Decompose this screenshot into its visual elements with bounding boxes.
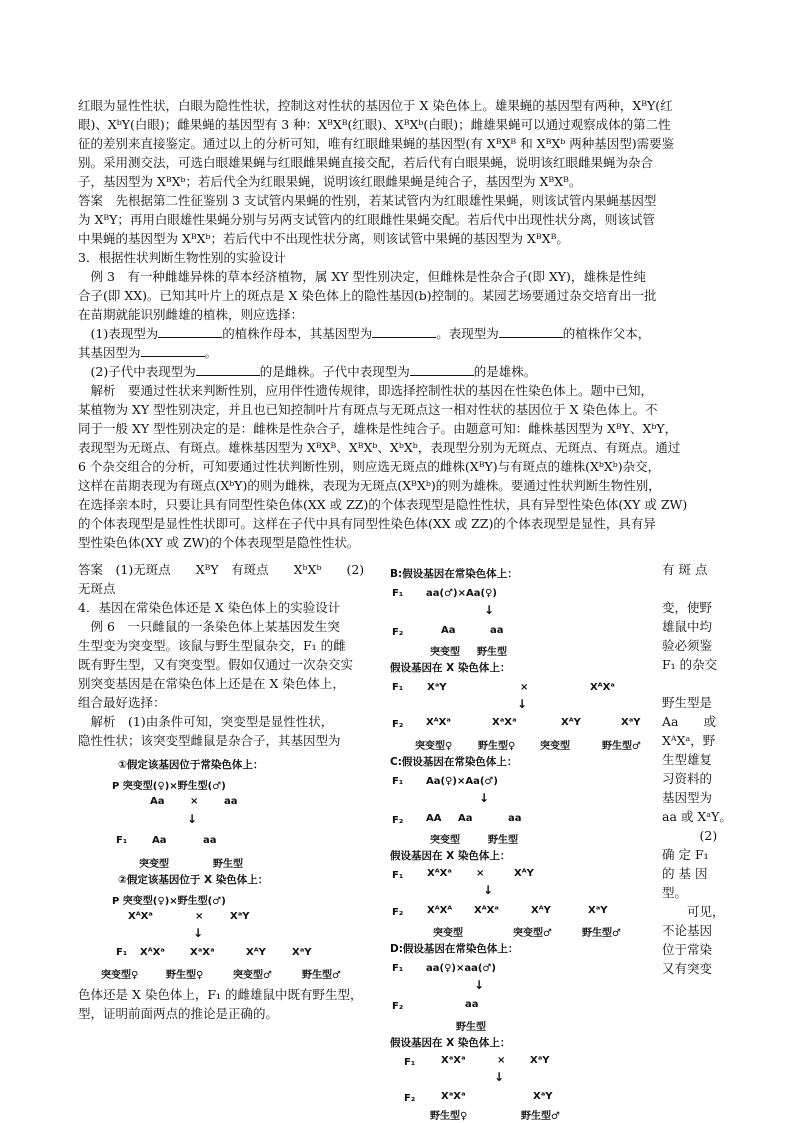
genotype: XᴬY: [514, 868, 534, 879]
genotype: aa: [508, 813, 522, 824]
cross-symbol: ×: [520, 682, 529, 693]
answer-blank[interactable]: [410, 363, 474, 376]
text-line: 变，使野: [662, 600, 713, 615]
phenotype: 突变型♀: [415, 741, 453, 752]
analysis-line: 6 个杂交组合的分析，可知要通过性状判断性别，则应选无斑点的雌株(XᴮY)与有斑点的雄株(XᵇXᵇ)杂交，: [78, 459, 661, 474]
generation-label: F₂: [404, 1093, 416, 1104]
phenotype: 突变型: [540, 741, 570, 752]
section-heading-3: 3．根据性状判断生物性别的实验设计: [78, 250, 286, 265]
text-line: 别突变基因是在常染色体上还是在 X 染色体上，: [78, 676, 345, 691]
phenotype: 突变型: [430, 647, 460, 658]
left-column-bottom: [78, 985, 363, 1023]
text-line: 的 基 因: [662, 866, 708, 881]
genotype: XᴬXᵃ: [474, 905, 499, 916]
text-line: 基因型为: [662, 790, 713, 805]
genotype: XᴬXᴬ: [427, 905, 453, 916]
left-column-text: [78, 617, 353, 750]
analysis-line: 这样在苗期表现为有斑点(XᵇY)的则为雌株，表现为无斑点(XᴮXᵇ)的则为雄株。要通过性状判断生物性别，: [78, 478, 661, 493]
analysis-line: 的个体表现型是显性性状即可。这样在子代中具有同型性染色体(XX 或 ZZ)的个体表现型是显性，具有异: [78, 516, 656, 531]
analysis-line: 在选择亲本时，只要让具有同型性染色体(XX 或 ZZ)的个体表现型是隐性性状，具有异型性染色体(XY 或 ZW): [78, 497, 688, 512]
question-1: (1)表现型为 的植株作母本，其基因型为 。表现型为 的植株作父本，: [78, 326, 651, 341]
genotype: XᵃY: [427, 682, 447, 693]
phenotype: 野生型: [488, 835, 518, 846]
phenotype: 野生型: [456, 1022, 486, 1033]
text-line: 例 6 一只雌鼠的一条染色体上某基因发生突: [78, 619, 340, 634]
diagram-heading: ②假定该基因位于 X 染色体上：: [118, 874, 269, 886]
text-line: (2): [662, 828, 718, 843]
phenotype: 突变型: [430, 835, 460, 846]
text-line: 确 定 F₁: [662, 847, 709, 862]
down-arrow-icon: ↓: [187, 812, 198, 826]
analysis-line: 解析 要通过性状来判断性别，应用伴性遗传规律，即选择控制性状的基因在性染色体上。题中已知，: [78, 383, 654, 398]
text-line: 既有野生型，又有突变型。假如仅通过一次杂交实: [78, 657, 354, 672]
text-line: 子，基因型为 XᴮXᵇ；若后代全为红眼果蝇，说明该红眼雌果蝇是纯合子，基因型为 XᴮXᴮ。: [78, 174, 582, 189]
diagram-heading: D:假设基因在常染色体上：: [390, 943, 519, 955]
generation-label: F₂: [392, 815, 404, 826]
generation-label: F₂: [392, 719, 404, 730]
genotype: XᴬY: [531, 905, 551, 916]
genotype: aa: [203, 835, 217, 846]
generation-label: F₂: [392, 1001, 404, 1012]
genotype: Aa: [441, 625, 456, 636]
answer-line: 答案 (1)无斑点 XᴮY 有斑点 XᵇXᵇ (2): [78, 562, 365, 577]
generation-label: F₁: [404, 1057, 416, 1068]
generation-label: F₁: [392, 682, 404, 693]
genotype: XᵃXᵃ: [441, 1091, 466, 1102]
text-line: 雄鼠中均: [662, 619, 713, 634]
parent-cross-label: P 突变型(♀)×野生型(♂): [112, 781, 226, 792]
text-line: 生型变为突变型。该鼠与野生型鼠杂交，F₁ 的雌: [78, 638, 346, 653]
answer-text: 答案 先根据第二性征鉴别 3 支试管内果蝇的性别，若某试管内为红眼雄性果蝇，则该试管内果蝇基因型: [78, 193, 657, 208]
text-line: 有 斑 点: [662, 562, 708, 577]
cross-symbol: ×: [476, 868, 485, 879]
phenotype: 野生型♂: [521, 1111, 560, 1122]
genotype: XᴬY: [561, 717, 581, 728]
text-line: 中果蝇的基因型为 XᴮXᵇ；若后代中不出现性状分离，则该试管中果蝇的基因型为 XᴮXᴮ。: [78, 231, 569, 246]
phenotype: 突变型♂: [513, 928, 552, 939]
cross-symbol: ×: [497, 1055, 506, 1066]
down-arrow-icon: ↓: [483, 883, 494, 897]
diagram-heading: 假设基因在 X 染色体上：: [390, 1037, 511, 1049]
genotype: XᵃY: [621, 717, 641, 728]
genotype: XᴬXᵃ: [128, 911, 153, 922]
text-line: 色体还是 X 染色体上，F₁ 的雌雄鼠中既有野生型，: [78, 987, 363, 1002]
top-text-block: [78, 96, 687, 552]
diagram-heading: ①假定该基因位于常染色体上：: [118, 759, 264, 771]
text-line: 验必须鉴: [662, 638, 713, 653]
right-column-text: [662, 560, 732, 978]
generation-label: F₂: [392, 627, 404, 638]
phenotype: 野生型♂: [582, 928, 621, 939]
text-line: 型，证明前面两点的推论是正确的。: [78, 1006, 279, 1021]
phenotype: 野生型♂: [302, 970, 341, 981]
generation-label: F₁: [392, 776, 404, 787]
generation-label: F₁: [116, 835, 128, 846]
genotype: XᵃXᵃ: [492, 717, 517, 728]
genotype: XᵃY: [588, 905, 608, 916]
text-line: 征的差别来直接鉴定。通过以上的分析可知，唯有红眼雌果蝇的基因型(有 XᴮXᴮ 和 XᴮXᵇ 两种基因型)需要鉴: [78, 136, 675, 151]
phenotype: 突变型♀: [101, 970, 139, 981]
phenotype: 突变型: [433, 928, 463, 939]
generation-label: F₁: [116, 947, 128, 958]
generation-label: F₁: [392, 963, 404, 974]
genotype: XᵃXᵃ: [190, 947, 215, 958]
answer-blank[interactable]: [499, 325, 563, 338]
down-arrow-icon: ↓: [494, 1070, 505, 1084]
genotype: XᴬY: [246, 947, 266, 958]
example-3: 例 3 有一种雌雄异株的草本经济植物，属 XY 型性别决定，但雌株是性杂合子(即 XY)，雄株是性纯: [78, 269, 646, 284]
genotype: XᴬXᵃ: [140, 947, 165, 958]
genotype: AA: [426, 813, 442, 824]
answer-line-cont: 无斑点: [78, 581, 116, 596]
phenotype: 野生型♀: [430, 1111, 468, 1122]
genotype: XᵃY: [530, 1055, 550, 1066]
text-line: [662, 579, 732, 598]
text-line: 生型雄复: [662, 752, 713, 767]
genotype: XᴬXᵃ: [427, 868, 452, 879]
text-line: 不论基因: [662, 923, 713, 938]
question-1-cont: 其基因型为 。: [78, 345, 218, 360]
genotype: XᴬXᵃ: [426, 717, 451, 728]
genotype: aa: [490, 625, 504, 636]
genotype: XᵃY: [230, 911, 250, 922]
answer-blank[interactable]: [372, 325, 436, 338]
down-arrow-icon: ↓: [484, 603, 495, 617]
text-line: 别。采用测交法，可选白眼雄果蝇与红眼雌果蝇直接交配，若后代有白眼果蝇，说明该红眼雌果蝇为杂合: [78, 155, 654, 170]
genotype: Aa: [458, 813, 473, 824]
text-line: 野生型是: [662, 695, 713, 710]
analysis-line: 同于一般 XY 型性别决定的是：雌株是性杂合子，雄株是性纯合子。由题意可知：雌株基因型为 XᴮY、XᵇY，: [78, 421, 678, 436]
text-line: 在苗期就能识别雌雄的植株，则应选择：: [78, 307, 304, 322]
genotype: XᵃXᵃ: [441, 1055, 466, 1066]
text-line: 习资料的: [662, 771, 713, 786]
cross-genotypes: Aa(♀)×Aa(♂): [426, 776, 498, 787]
generation-label: F₁: [392, 588, 404, 599]
text-line: 型。: [662, 885, 688, 900]
text-line: XᴬXᵃ，野: [662, 733, 716, 748]
genotype: XᵃY: [292, 947, 312, 958]
down-arrow-icon: ↓: [517, 697, 528, 711]
text-line: 可见，: [662, 904, 725, 919]
cross-genotypes: aa(♀)×aa(♂): [426, 963, 496, 974]
analysis-line: 表现型为无斑点、有斑点。雄株基因型为 XᴮXᴮ、XᴮXᵇ、XᵇXᵇ，表现型分别为无斑点、无斑点、有斑点。通过: [78, 440, 681, 455]
parent-cross-label: P 突变型(♀)×野生型(♂): [112, 896, 226, 907]
text-line: F₁ 的杂交: [662, 657, 718, 672]
analysis-line: 某植物为 XY 型性别决定，并且也已知控制叶片有斑点与无斑点这一相对性状的基因位于 X 染色体上。不: [78, 402, 658, 417]
cross-symbol: ×: [190, 796, 199, 807]
diagram-heading: 假设基因在 X 染色体上：: [390, 850, 511, 862]
phenotype: 野生型♀: [478, 741, 516, 752]
phenotype: 野生型: [213, 859, 243, 870]
text-line: aa 或 XᵃY。: [662, 809, 732, 824]
text-line: 解析 (1)由条件可知，突变型是显性性状，: [78, 714, 334, 729]
phenotype: 突变型♂: [233, 970, 272, 981]
genotype: XᵃY: [533, 1091, 553, 1102]
phenotype: 突变型: [139, 859, 169, 870]
down-arrow-icon: ↓: [193, 926, 204, 940]
text-line: Aa 或: [662, 714, 716, 729]
answer-blank[interactable]: [141, 344, 205, 357]
phenotype: 野生型♂: [602, 741, 641, 752]
diagram-heading: C:假设基因在常染色体上：: [390, 756, 518, 768]
diagram-heading: 假设基因在 X 染色体上：: [390, 662, 511, 674]
text-line: 位于常染: [662, 942, 713, 957]
answer-blank[interactable]: [196, 363, 260, 376]
answer-blank[interactable]: [158, 325, 222, 338]
phenotype: 野生型♀: [166, 970, 204, 981]
down-arrow-icon: ↓: [474, 978, 485, 992]
genotype: XᴬXᵃ: [590, 682, 615, 693]
text-line: [662, 674, 732, 693]
generation-label: F₂: [392, 907, 404, 918]
diagram-heading: B:假设基因在常染色体上：: [390, 568, 518, 580]
genotype: Aa: [150, 796, 165, 807]
text-line: 为 XᴮY；再用白眼雄性果蝇分别与另两支试管内的红眼雌性果蝇交配。若后代中出现性状分离，则该试管: [78, 212, 655, 227]
generation-label: F₁: [392, 870, 404, 881]
section-heading-4: 4．基因在常染色体还是 X 染色体上的实验设计: [78, 600, 341, 615]
cross-symbol: ×: [195, 911, 204, 922]
text-line: 眼)、XᵇY(白眼)；雌果蝇的基因型有 3 种：XᴮXᴮ(红眼)、XᴮXᵇ(白眼)；雌雄果蝇可以通过观察成体的第二性: [78, 117, 671, 132]
phenotype: 野生型: [477, 647, 507, 658]
question-2: (2)子代中表现型为 的是雌株。子代中表现型为 的是雄株。: [78, 364, 537, 379]
cross-genotypes: aa(♂)×Aa(♀): [426, 588, 497, 599]
genotype: aa: [224, 796, 238, 807]
text-line: 隐性性状；该突变型雌鼠是杂合子，其基因型为: [78, 733, 341, 748]
down-arrow-icon: ↓: [479, 791, 490, 805]
genotype: aa: [465, 999, 479, 1010]
text-line: 又有突变: [662, 961, 713, 976]
text-line: 组合最好选择：: [78, 695, 166, 710]
text-line: 红眼为显性性状，白眼为隐性性状，控制这对性状的基因位于 X 染色体上。雄果蝇的基因型有两种，XᴮY(红: [78, 98, 673, 113]
text-line: 合子(即 XX)。已知其叶片上的斑点是 X 染色体上的隐性基因(b)控制的。某园艺场要通过杂交培育出一批: [78, 288, 657, 303]
genotype: Aa: [152, 835, 167, 846]
analysis-line: 型性染色体(XY 或 ZW)的个体表现型是隐性性状。: [78, 535, 360, 550]
